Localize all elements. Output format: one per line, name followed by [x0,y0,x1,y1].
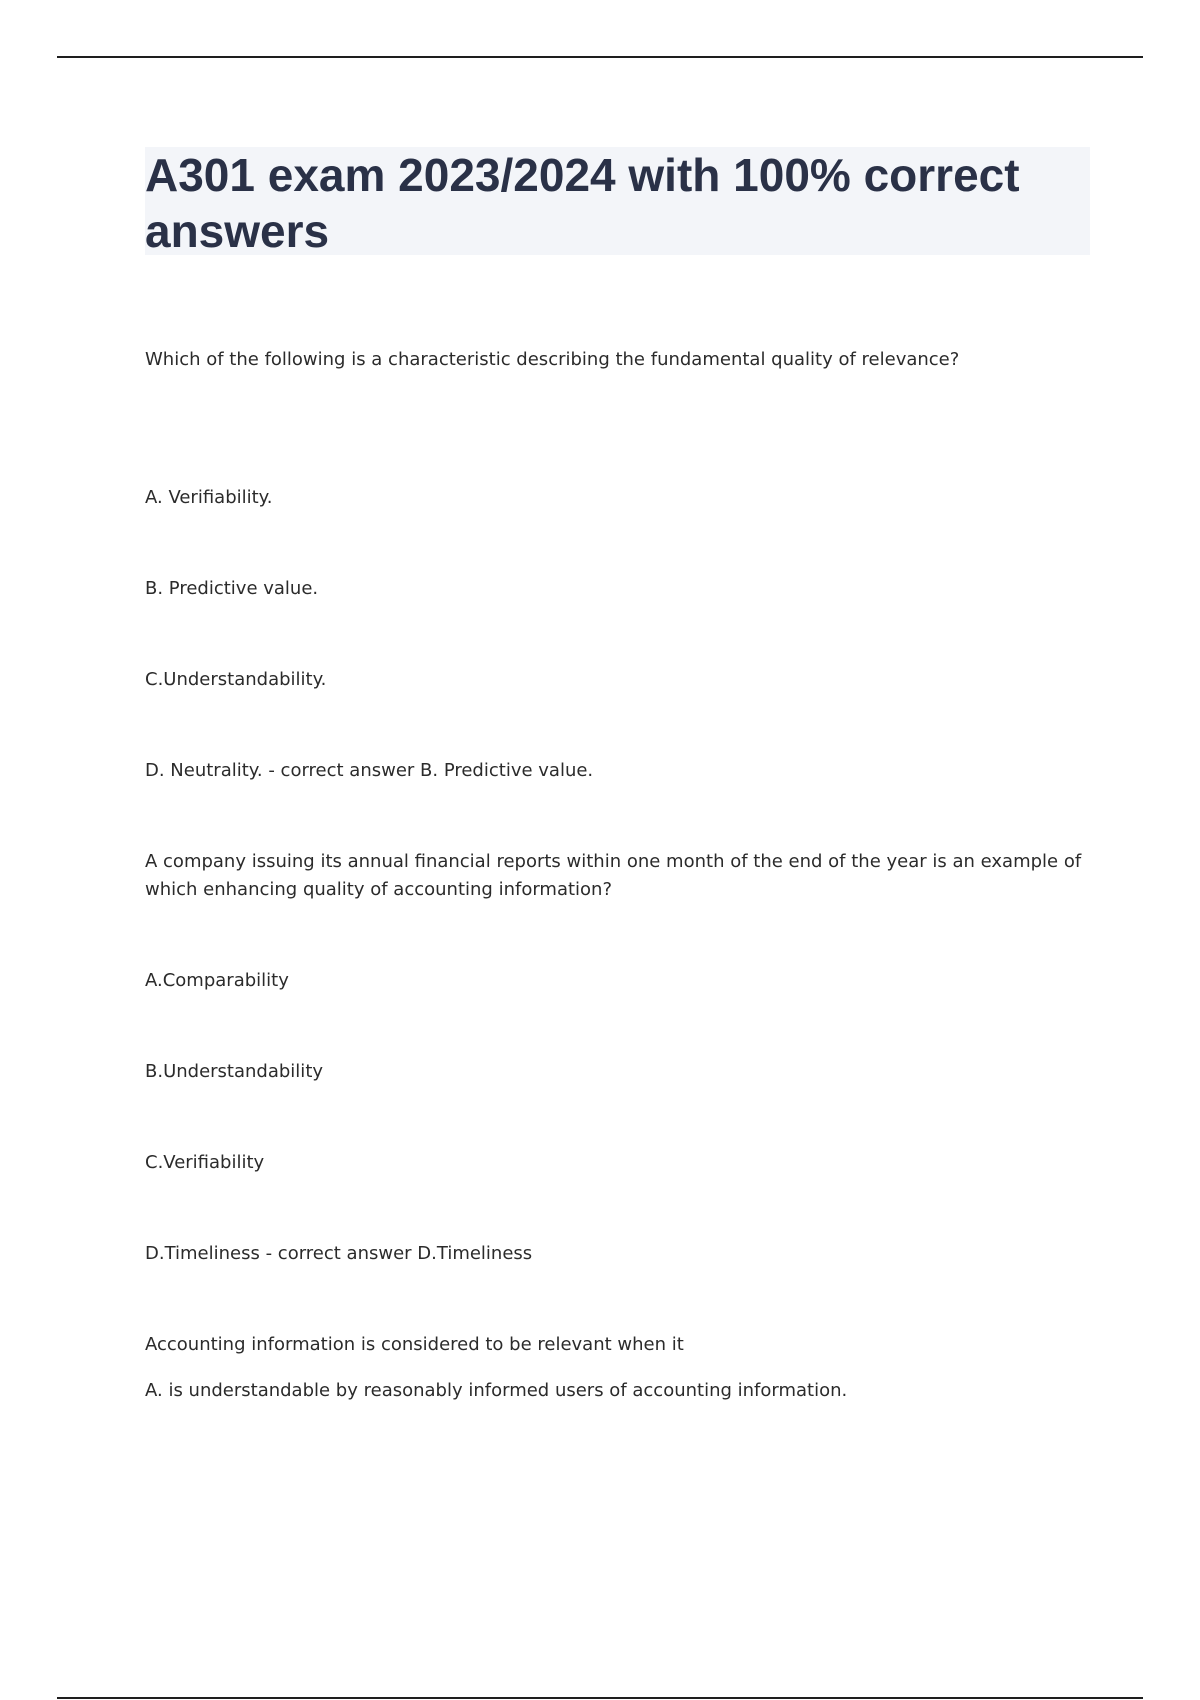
question-2-option-c: C.Verifiability [145,1152,265,1173]
question-3-option-a: A. is understandable by reasonably informed users of accounting information. [145,1380,848,1401]
question-1-text: Which of the following is a characteristic describing the fundamental quality of relevance? [145,349,960,370]
question-2-option-d-answer: D.Timeliness - correct answer D.Timeliness [145,1243,533,1264]
question-1-option-c: C.Understandability. [145,669,327,690]
question-1-option-a: A. Verifiability. [145,487,273,508]
question-2-text: A company issuing its annual financial reports within one month of the end of the year is an example of which enhancing quality of accounting information? [145,851,1082,900]
question-3-text: Accounting information is considered to be relevant when it [145,1334,684,1355]
question-1-option-b: B. Predictive value. [145,578,319,599]
question-1-option-d-answer: D. Neutrality. - correct answer B. Predictive value. [145,760,594,781]
title-banner [145,147,1090,255]
question-2-option-b: B.Understandability [145,1061,324,1082]
document-title: A301 exam 2023/2024 with 100% correct answers [145,149,1020,257]
top-rule [57,56,1143,58]
question-2-option-a: A.Comparability [145,970,289,991]
bottom-rule [57,1697,1143,1699]
